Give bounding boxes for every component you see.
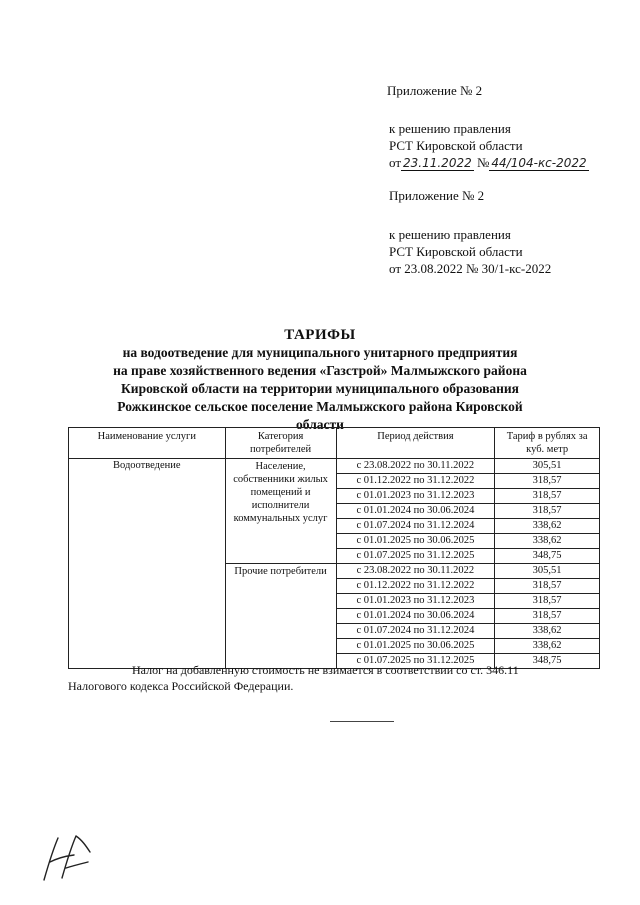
header-period: Период действия — [336, 428, 495, 459]
price-cell: 318,57 — [495, 609, 600, 624]
title-line-6: области — [296, 417, 344, 432]
document-title — [70, 326, 570, 434]
period-cell: с 23.08.2022 по 30.11.2022 — [336, 564, 495, 579]
table-row — [69, 459, 600, 474]
decision-line-1: к решению правления — [389, 121, 511, 136]
price-cell: 348,75 — [495, 549, 600, 564]
decision-reference-previous — [389, 226, 551, 277]
header-tariff: Тариф в рублях за куб. метр — [495, 428, 600, 459]
category-cell-other: Прочие потребители — [225, 564, 336, 669]
end-divider — [330, 721, 394, 722]
vat-note-line-1: Налог на добавленную стоимость не взимается в соответствии со ст. 346.11 — [132, 663, 519, 677]
price-cell: 305,51 — [495, 459, 600, 474]
vat-note-line-2: Налогового кодекса Российской Федерации. — [68, 679, 294, 693]
table-header-row — [69, 428, 600, 459]
price-cell: 338,62 — [495, 624, 600, 639]
period-cell: с 01.01.2023 по 31.12.2023 — [336, 489, 495, 504]
price-cell: 318,57 — [495, 489, 600, 504]
appendix-title-previous: Приложение № 2 — [389, 188, 485, 203]
title-line-4: Кировской области на территории муниципального образования — [121, 381, 519, 396]
handwritten-date: 23.11.2022 — [403, 156, 472, 170]
signature-mark — [36, 832, 96, 884]
period-cell: с 01.07.2025 по 31.12.2025 — [336, 549, 495, 564]
price-cell: 305,51 — [495, 564, 600, 579]
period-cell: с 01.01.2024 по 30.06.2024 — [336, 504, 495, 519]
period-cell: с 01.01.2025 по 30.06.2025 — [336, 534, 495, 549]
prev-decision-line-1: к решению правления — [389, 227, 511, 242]
appendix-title: Приложение № 2 — [387, 83, 483, 98]
period-cell: с 01.01.2024 по 30.06.2024 — [336, 609, 495, 624]
service-cell: Водоотведение — [69, 459, 226, 669]
price-cell: 338,62 — [495, 534, 600, 549]
tariff-table — [68, 427, 600, 669]
price-cell: 318,57 — [495, 594, 600, 609]
price-cell: 338,62 — [495, 519, 600, 534]
date-prefix: от — [389, 155, 402, 170]
period-cell: с 01.01.2023 по 31.12.2023 — [336, 594, 495, 609]
period-cell: с 01.01.2025 по 30.06.2025 — [336, 639, 495, 654]
title-heading: ТАРИФЫ — [284, 327, 356, 343]
price-cell: 318,57 — [495, 474, 600, 489]
header-service: Наименование услуги — [69, 428, 226, 459]
period-cell: с 01.07.2024 по 31.12.2024 — [336, 519, 495, 534]
handwritten-number: 44/104-кс-2022 — [491, 156, 587, 170]
period-cell: с 01.12.2022 по 31.12.2022 — [336, 474, 495, 489]
period-cell: с 01.12.2022 по 31.12.2022 — [336, 579, 495, 594]
number-sign: № — [476, 155, 490, 170]
decision-date-line — [389, 154, 589, 172]
vat-note — [68, 662, 595, 694]
period-cell: с 01.07.2024 по 31.12.2024 — [336, 624, 495, 639]
appendix-header-previous — [389, 187, 484, 204]
price-cell: 338,62 — [495, 639, 600, 654]
price-cell: 318,57 — [495, 579, 600, 594]
decision-line-2: РСТ Кировской области — [389, 138, 523, 153]
price-cell: 318,57 — [495, 504, 600, 519]
category-cell-population: Население, собственники жилых помещений и исполнители коммунальных услуг — [225, 459, 336, 564]
decision-reference-current — [389, 120, 589, 172]
header-category: Категория потребителей — [225, 428, 336, 459]
price-cell: 348,75 — [495, 654, 600, 669]
title-line-3: на праве хозяйственного ведения «Газстрой» Малмыжского района — [113, 363, 527, 378]
prev-decision-line-2: РСТ Кировской области — [389, 244, 523, 259]
title-line-5: Рожкинское сельское поселение Малмыжского района Кировской — [117, 399, 523, 414]
period-cell: с 01.07.2025 по 31.12.2025 — [336, 654, 495, 669]
title-line-2: на водоотведение для муниципального унитарного предприятия — [122, 345, 518, 360]
prev-decision-line-3: от 23.08.2022 № 30/1-кс-2022 — [389, 261, 552, 276]
period-cell: с 23.08.2022 по 30.11.2022 — [336, 459, 495, 474]
appendix-header-current — [387, 82, 482, 99]
